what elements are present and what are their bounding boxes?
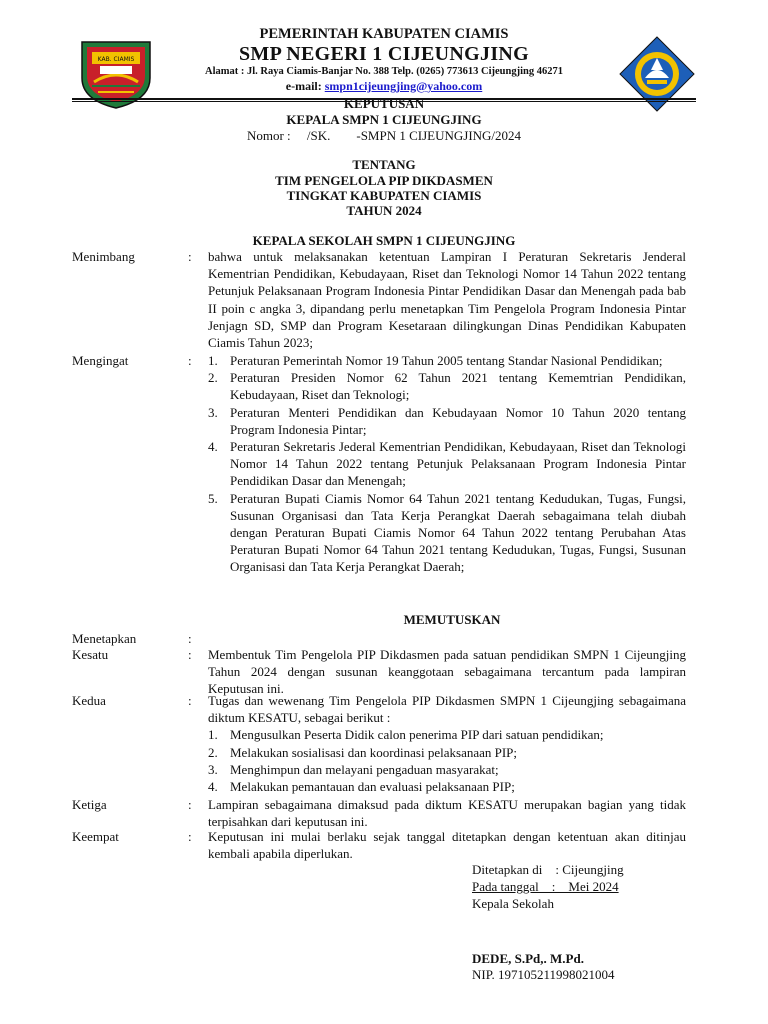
government-name: PEMERINTAH KABUPATEN CIAMIS: [259, 26, 509, 42]
decree-title: KEPUTUSAN: [343, 96, 425, 111]
letterhead: [0, 24, 768, 96]
list-item: [208, 352, 686, 369]
subject-line-2: TINGKAT KABUPATEN CIAMIS: [286, 188, 482, 203]
kesatu-text: Membentuk Tim Pengelola PIP Dikdasmen pada satuan pendidikan SMPN 1 Cijeungjing Tahun 2024 dengan susunan keanggotaan sebagaimana tercantum pada lampiran Keputusan ini.: [208, 647, 686, 697]
decree-issuer: KEPALA SMPN 1 CIJEUNGJING: [286, 112, 482, 127]
list-text: Peraturan Bupati Ciamis Nomor 64 Tahun 2021 tentang Kedudukan, Tugas, Fungsi, Susunan Organisasi dan Tata Kerja Perangkat Daerah sebagaimana telah diubah dengan Peraturan Bupati Ciamis Nomor 64 Tahun 2022 tentang Perubahan Atas Peraturan Bupati Nomor 64 Tahun 2021 tentang Kedudukan, Tugas, Fungsi, Susunan Organisasi dan Tata Kerja Perangkat Daerah;: [230, 490, 686, 575]
signature-role: Kepala Sekolah: [472, 896, 554, 911]
decree-number: Nomor : /SK. -SMPN 1 CIJEUNGJING/2024: [246, 128, 522, 143]
kesatu-colon: :: [188, 647, 192, 662]
menimbang-colon: :: [188, 249, 192, 264]
authority-heading: KEPALA SEKOLAH SMPN 1 CIJEUNGJING: [252, 233, 516, 248]
kedua-text: Tugas dan wewenang Tim Pengelola PIP Dikdasmen SMPN 1 Cijeungjing sebagaimana diktum KESATU, sebagai berikut :: [208, 693, 686, 726]
list-item: [208, 490, 686, 576]
menetapkan-label: Menetapkan: [72, 631, 137, 646]
list-item: [208, 438, 686, 490]
ketiga-label: Ketiga: [72, 797, 107, 812]
list-item: [208, 404, 686, 438]
school-email-line: [150, 79, 618, 93]
subject-year: TAHUN 2024: [346, 203, 422, 218]
list-text: Peraturan Sekretaris Jederal Kementrian Pendidikan, Kebudayaan, Riset dan Teknologi Nomor 14 Tahun 2022 tentang Petunjuk Pelaksanaan Program Indonesia Pintar Pendidikan Dasar dan Menengah;: [230, 439, 686, 489]
kedua-content: [208, 692, 686, 795]
signatory-nip: NIP. 197105211998021004: [472, 967, 615, 982]
list-number: 3.: [208, 404, 218, 420]
list-item: [208, 761, 686, 778]
ketiga-colon: :: [188, 797, 192, 812]
subject-line-1: TIM PENGELOLA PIP DIKDASMEN: [275, 173, 493, 188]
list-number: 4.: [208, 779, 218, 795]
mengingat-label: Mengingat: [72, 353, 129, 368]
list-number: 5.: [208, 490, 218, 506]
school-name: SMP NEGERI 1 CIJEUNGJING: [238, 43, 529, 65]
list-number: 2.: [208, 370, 218, 386]
list-text: Mengusulkan Peserta Didik calon penerima PIP dari satuan pendidikan;: [230, 727, 604, 743]
list-number: 1.: [208, 727, 218, 743]
list-text: Melakukan pemantauan dan evaluasi pelaksanaan PIP;: [230, 779, 515, 795]
list-text: Menghimpun dan melayani pengaduan masyarakat;: [230, 761, 499, 777]
list-text: Peraturan Pemerintah Nomor 19 Tahun 2005 tentang Standar Nasional Pendidikan;: [230, 353, 663, 368]
memutuskan-heading: MEMUTUSKAN: [403, 612, 501, 627]
menimbang-label: Menimbang: [72, 249, 135, 264]
ketiga-text: Lampiran sebagaimana dimaksud pada diktum KESATU merupakan bagian yang tidak terpisahkan dari keputusan ini.: [208, 797, 686, 830]
signature-place: Ditetapkan di : Cijeungjing: [472, 862, 624, 877]
signature-block: [472, 861, 624, 912]
letterhead-text: [150, 26, 618, 93]
menimbang-text: bahwa untuk melaksanakan ketentuan Lampiran I Peraturan Sekretaris Jenderal Kementrian Pendidikan, Kebudayaan, Riset dan Teknologi Nomor 14 Tahun 2022 tentang Petunjuk Pelaksanaan Program Indonesia Pintar Pendidikan Dasar dan Menengah pada bab II poin c angka 3, dipandang perlu menetapkan Tim Pengelola Program Indonesia Pintar Jenjagn SD, SMP dan Program Kesetaraan dilingkungan Dinas Pendidikan Kabupaten Ciamis Tahun 2023;: [208, 249, 686, 351]
email-link[interactable]: smpn1cijeungjing@yahoo.com: [324, 79, 483, 93]
list-item: [208, 744, 686, 761]
keempat-colon: :: [188, 829, 192, 844]
kesatu-label: Kesatu: [72, 647, 109, 662]
kedua-label: Kedua: [72, 693, 106, 708]
mengingat-list: [208, 352, 686, 576]
list-text: Melakukan sosialisasi dan koordinasi pelaksanaan PIP;: [230, 744, 518, 760]
school-address: Alamat : Jl. Raya Ciamis-Banjar No. 388 Telp. (0265) 773613 Cijeungjing 46271: [205, 66, 563, 77]
signature-date: Pada tanggal : Mei 2024: [472, 879, 619, 894]
list-number: 1.: [208, 353, 218, 368]
menetapkan-colon: :: [188, 631, 192, 646]
kedua-colon: :: [188, 693, 192, 708]
keempat-label: Keempat: [72, 829, 119, 844]
mengingat-colon: :: [188, 353, 192, 368]
email-label: e-mail:: [285, 79, 322, 93]
list-number: 2.: [208, 744, 218, 760]
list-number: 4.: [208, 439, 218, 455]
list-text: Peraturan Presiden Nomor 62 Tahun 2021 tentang Kememtrian Pendidikan, Kebudayaan, Riset dan Teknologi;: [230, 370, 686, 403]
list-item: [208, 726, 686, 743]
list-item: [208, 778, 686, 795]
list-number: 3.: [208, 761, 218, 777]
list-item: [208, 369, 686, 403]
signatory-name: DEDE, S.Pd,. M.Pd.: [472, 951, 584, 966]
svg-text:KAB. CIAMIS: KAB. CIAMIS: [97, 56, 135, 63]
list-text: Peraturan Menteri Pendidikan dan Kebudayaan Nomor 10 Tahun 2020 tentang Program Indonesia Pintar;: [230, 404, 686, 437]
keempat-text: Keputusan ini mulai berlaku sejak tanggal ditetapkan dengan ketentuan akan ditinjau kembali apabila diperlukan.: [208, 829, 686, 862]
about-heading: TENTANG: [352, 157, 416, 172]
